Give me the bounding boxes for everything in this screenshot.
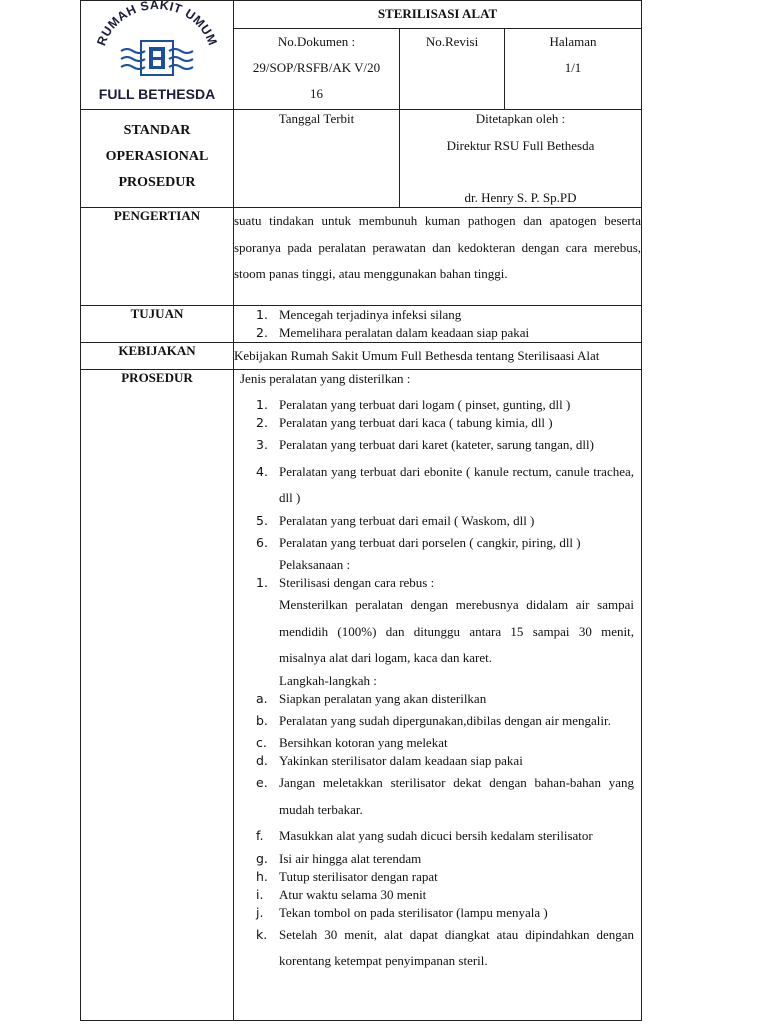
list-marker: 1. bbox=[256, 307, 268, 322]
no-revisi-cell bbox=[400, 28, 505, 109]
list-item bbox=[234, 708, 641, 735]
list-text: Siapkan peralatan yang akan disterilkan bbox=[279, 690, 487, 706]
list-text: Peralatan yang terbuat dari email ( Waskom, dll ) bbox=[279, 512, 535, 528]
langkah-label: Langkah-langkah : bbox=[279, 672, 377, 688]
list-marker: 2. bbox=[256, 325, 268, 340]
tujuan-label: TUJUAN bbox=[81, 306, 234, 343]
list-item bbox=[234, 324, 641, 342]
list-item bbox=[234, 904, 641, 922]
list-text: Peralatan yang terbuat dari kaca ( tabung kimia, dll ) bbox=[279, 415, 553, 430]
list-item bbox=[234, 512, 641, 530]
no-revisi-label: No.Revisi bbox=[425, 33, 479, 49]
ditetapkan-label: Ditetapkan oleh : bbox=[475, 111, 566, 126]
list-text: Isi air hingga alat terendam bbox=[279, 850, 422, 866]
ditetapkan-cell bbox=[400, 110, 642, 208]
list-marker: a. bbox=[256, 690, 268, 706]
pelaksanaan-label: Pelaksanaan : bbox=[279, 557, 351, 572]
list-marker: 1. bbox=[256, 575, 268, 590]
list-marker: 2. bbox=[256, 415, 268, 430]
list-marker: i. bbox=[256, 886, 264, 902]
list-marker: c. bbox=[256, 735, 267, 750]
list-item bbox=[234, 868, 641, 886]
list-marker: 1. bbox=[256, 397, 268, 412]
list-item bbox=[234, 752, 641, 770]
hospital-logo-cell bbox=[81, 1, 234, 110]
list-text: Memelihara peralatan dalam keadaan siap pakai bbox=[279, 325, 530, 340]
list-marker: k. bbox=[256, 926, 268, 942]
list-text: Peralatan yang terbuat dari logam ( pinset, gunting, dll ) bbox=[279, 397, 571, 412]
list-item bbox=[234, 690, 641, 708]
list-text: Yakinkan sterilisator dalam keadaan siap pakai bbox=[279, 753, 523, 768]
list-text: Mencegah terjadinya infeksi silang bbox=[279, 307, 462, 322]
list-item bbox=[234, 823, 641, 850]
list-marker: 5. bbox=[256, 512, 268, 528]
sop-label-line1: STANDAR bbox=[123, 123, 191, 138]
list-item bbox=[234, 922, 641, 975]
list-text: Bersihkan kotoran yang melekat bbox=[279, 735, 448, 750]
list-item bbox=[234, 530, 641, 557]
direktur-label: Direktur RSU Full Bethesda bbox=[446, 138, 595, 153]
metode-desc: Mensterilkan peralatan dengan merebusnya didalam air sampai mendidih (100%) dan ditunggu antara 15 sampai 30 menit, misalnya alat dari logam, kaca dan karet. bbox=[279, 597, 635, 665]
sop-label-line2: OPERASIONAL bbox=[105, 149, 209, 164]
prosedur-label: PROSEDUR bbox=[81, 370, 234, 1021]
prosedur-cell bbox=[234, 370, 642, 1021]
list-text: Peralatan yang terbuat dari ebonite ( kanule rectum, canule trachea, dll ) bbox=[279, 463, 635, 505]
jenis-list bbox=[234, 396, 641, 556]
list-marker: d. bbox=[256, 753, 268, 768]
signer-name: dr. Henry S. P. Sp.PD bbox=[464, 190, 577, 205]
list-text: Peralatan yang terbuat dari porselen ( cangkir, piring, dll ) bbox=[279, 534, 581, 550]
langkah-list bbox=[234, 690, 641, 975]
tujuan-list bbox=[234, 306, 641, 342]
kebijakan-label: KEBIJAKAN bbox=[81, 343, 234, 370]
hospital-logo bbox=[81, 1, 234, 105]
list-marker: j. bbox=[256, 904, 264, 920]
halaman-cell bbox=[505, 28, 642, 109]
sop-label-cell bbox=[81, 110, 234, 208]
list-text: Peralatan yang terbuat dari karet (kateter, sarung tangan, dll) bbox=[279, 437, 594, 452]
list-item bbox=[234, 770, 641, 823]
list-marker: b. bbox=[256, 712, 268, 728]
halaman-value: 1/1 bbox=[564, 59, 582, 75]
tanggal-terbit-cell bbox=[234, 110, 400, 208]
list-marker: e. bbox=[256, 775, 268, 790]
prosedur-intro: Jenis peralatan yang disterilkan : bbox=[240, 371, 411, 386]
list-marker: f. bbox=[256, 828, 264, 843]
list-marker: g. bbox=[256, 850, 268, 866]
list-text: Masukkan alat yang sudah dicuci bersih kedalam sterilisator bbox=[279, 828, 593, 843]
list-text: Sterilisasi dengan cara rebus : bbox=[279, 575, 435, 590]
list-text: Tutup sterilisator dengan rapat bbox=[279, 868, 438, 884]
list-marker: 6. bbox=[256, 534, 268, 550]
pengertian-text: suatu tindakan untuk membunuh kuman pathogen dan apatogen beserta sporanya pada peralatan perawatan dan kedokteran dengan cara merebus, stoom panas tinggi, atau menggunakan bahan tinggi. bbox=[234, 208, 642, 306]
sop-label-line3: PROSEDUR bbox=[118, 175, 196, 190]
list-item bbox=[234, 850, 641, 868]
list-item bbox=[234, 306, 641, 324]
list-item bbox=[234, 459, 641, 512]
kebijakan-text: Kebijakan Rumah Sakit Umum Full Bethesda tentang Sterilisaasi Alat bbox=[234, 343, 642, 370]
no-dokumen-value-1: 29/SOP/RSFB/AK V/20 bbox=[252, 59, 381, 75]
list-text: Jangan meletakkan sterilisator dekat dengan bahan-bahan yang mudah terbakar. bbox=[279, 775, 635, 817]
no-dokumen-value-2: 16 bbox=[310, 85, 323, 101]
list-text: Tekan tombol on pada sterilisator (lampu menyala ) bbox=[279, 904, 548, 920]
list-item bbox=[234, 734, 641, 752]
logo-emblem-icon bbox=[121, 41, 193, 75]
no-dokumen-label: No.Dokumen : bbox=[277, 33, 356, 49]
tanggal-terbit-label: Tanggal Terbit bbox=[278, 111, 355, 126]
list-item bbox=[234, 886, 641, 904]
list-item bbox=[234, 396, 641, 414]
pengertian-label: PENGERTIAN bbox=[81, 208, 234, 306]
logo-name-text: FULL BETHESDA bbox=[98, 86, 216, 102]
halaman-label: Halaman bbox=[549, 33, 597, 49]
metode-list bbox=[234, 574, 641, 592]
list-marker: 3. bbox=[256, 437, 268, 452]
list-item bbox=[234, 414, 641, 432]
list-item bbox=[234, 432, 641, 459]
list-text: Atur waktu selama 30 menit bbox=[279, 886, 427, 902]
list-item bbox=[234, 574, 641, 592]
list-marker: h. bbox=[256, 868, 268, 884]
document-title: STERILISASI ALAT bbox=[234, 1, 642, 29]
list-text: Peralatan yang sudah dipergunakan,dibilas dengan air mengalir. bbox=[279, 712, 611, 728]
list-marker: 4. bbox=[256, 463, 268, 479]
no-dokumen-cell bbox=[234, 28, 400, 109]
tujuan-cell bbox=[234, 306, 642, 343]
sop-table bbox=[80, 0, 642, 1021]
logo-arc-text: RUMAH SAKIT UMUM bbox=[94, 1, 220, 48]
list-text: Setelah 30 menit, alat dapat diangkat atau dipindahkan dengan korentang ketempat penyimpanan steril. bbox=[279, 926, 635, 968]
